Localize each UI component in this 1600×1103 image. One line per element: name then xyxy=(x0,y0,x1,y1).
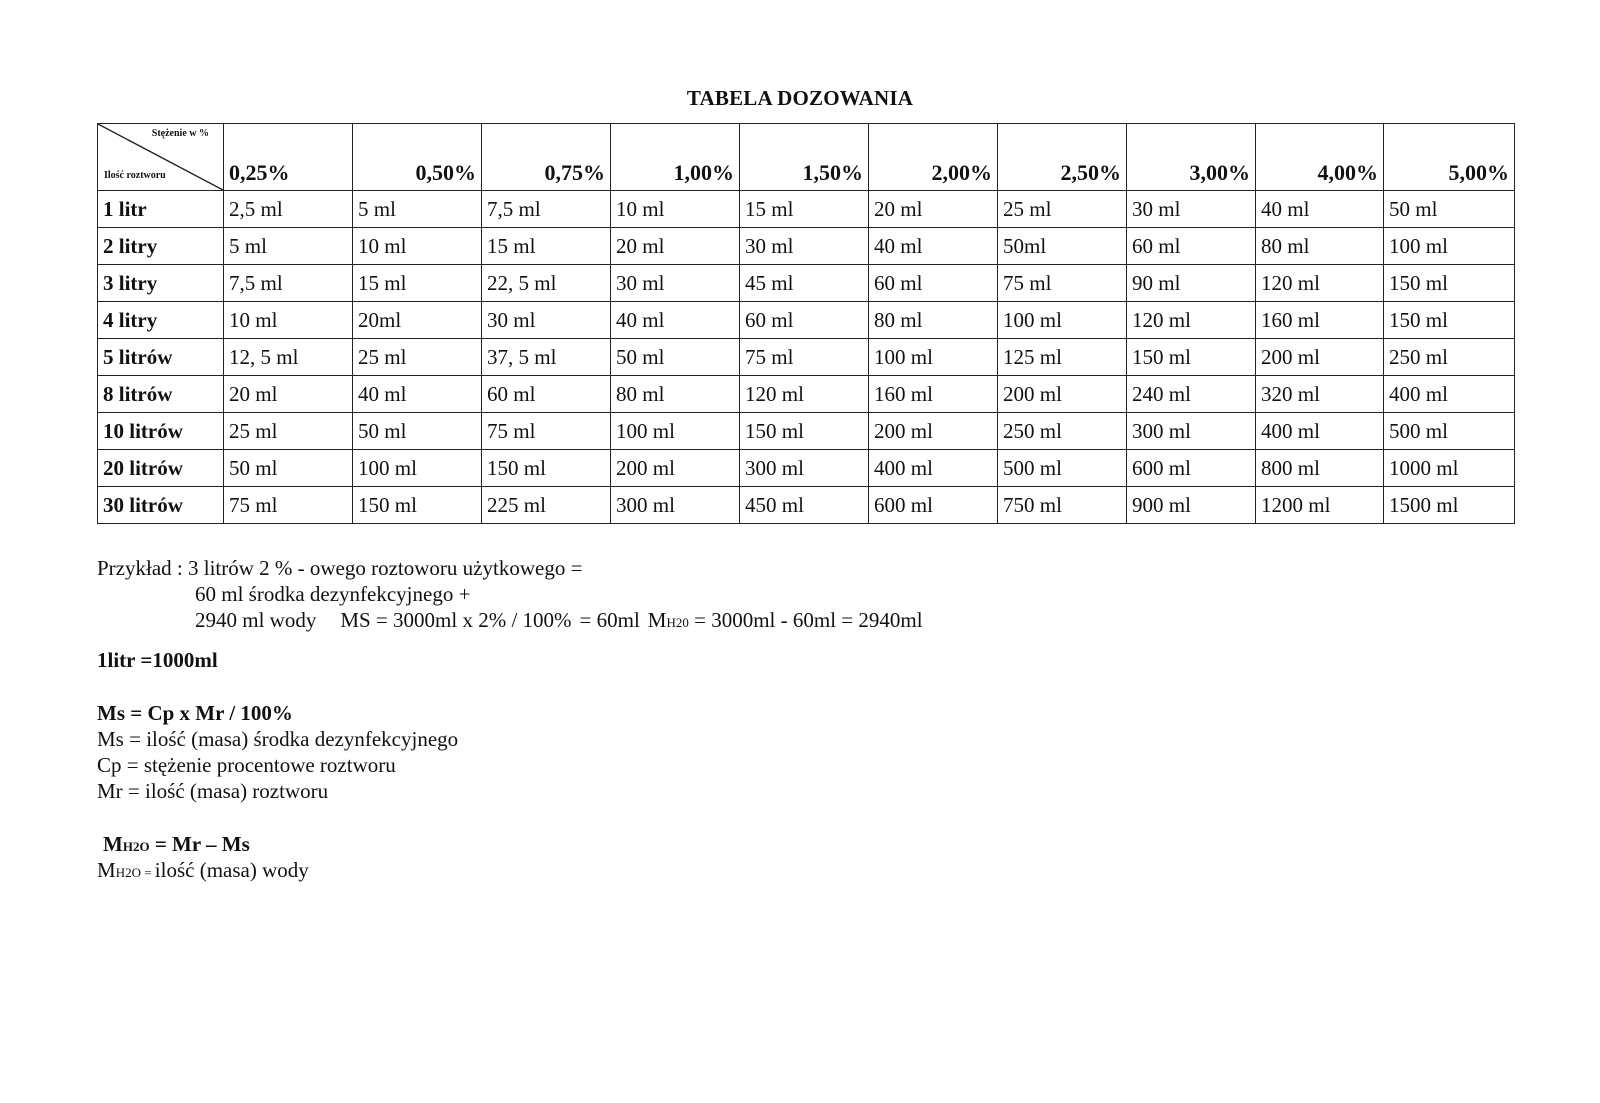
dose-cell: 60 ml xyxy=(1127,228,1256,265)
corner-concentration-label: Stężenie w % xyxy=(151,128,209,139)
dose-cell: 10 ml xyxy=(611,191,740,228)
dose-cell: 400 ml xyxy=(1384,376,1515,413)
dose-cell: 500 ml xyxy=(1384,413,1515,450)
liter-conversion: 1litr =1000ml xyxy=(97,648,218,672)
dose-cell: 160 ml xyxy=(869,376,998,413)
dose-cell: 22, 5 ml xyxy=(482,265,611,302)
dose-cell: 1200 ml xyxy=(1256,487,1384,524)
dose-cell: 20 ml xyxy=(611,228,740,265)
dose-cell: 25 ml xyxy=(224,413,353,450)
dose-cell: 15 ml xyxy=(482,228,611,265)
dose-cell: 12, 5 ml xyxy=(224,339,353,376)
cp-definition: Cp = stężenie procentowe roztworu xyxy=(97,753,396,777)
dose-cell: 300 ml xyxy=(1127,413,1256,450)
table-row xyxy=(98,265,1515,302)
dose-cell: 160 ml xyxy=(1256,302,1384,339)
dose-cell: 7,5 ml xyxy=(224,265,353,302)
dose-cell: 100 ml xyxy=(353,450,482,487)
mh2o-formula-rest: = Mr – Ms xyxy=(149,832,250,856)
concentration-header: 4,00% xyxy=(1256,124,1384,191)
page-title: TABELA DOZOWANIA xyxy=(686,86,914,110)
table-row xyxy=(98,191,1515,228)
dose-cell: 500 ml xyxy=(998,450,1127,487)
volume-label: 30 litrów xyxy=(98,487,224,524)
example-line-3 xyxy=(97,607,923,636)
volume-label: 3 litry xyxy=(98,265,224,302)
dose-cell: 300 ml xyxy=(740,450,869,487)
volume-label: 2 litry xyxy=(98,228,224,265)
dose-cell: 250 ml xyxy=(998,413,1127,450)
volume-label: 10 litrów xyxy=(98,413,224,450)
dose-cell: 300 ml xyxy=(611,487,740,524)
table-row xyxy=(98,413,1515,450)
mh2o-subscript: H20 xyxy=(666,615,689,630)
dose-cell: 750 ml xyxy=(998,487,1127,524)
dose-cell: 200 ml xyxy=(869,413,998,450)
dose-cell: 200 ml xyxy=(611,450,740,487)
dose-cell: 50 ml xyxy=(611,339,740,376)
dose-cell: 200 ml xyxy=(998,376,1127,413)
mh2o-calculation: = 3000ml - 60ml = 2940ml xyxy=(688,608,923,632)
dose-cell: 50 ml xyxy=(224,450,353,487)
concentration-header: 1,50% xyxy=(740,124,869,191)
mh2o-definition xyxy=(97,857,309,886)
volume-label: 4 litry xyxy=(98,302,224,339)
dose-cell: 80 ml xyxy=(1256,228,1384,265)
dose-cell: 20 ml xyxy=(869,191,998,228)
mh2o-def-rest: ilość (masa) wody xyxy=(154,858,309,882)
concentration-header: 5,00% xyxy=(1384,124,1515,191)
concentration-header: 1,00% xyxy=(611,124,740,191)
dose-cell: 450 ml xyxy=(740,487,869,524)
dose-cell: 100 ml xyxy=(611,413,740,450)
volume-label: 8 litrów xyxy=(98,376,224,413)
dose-cell: 50ml xyxy=(998,228,1127,265)
dose-cell: 50 ml xyxy=(1384,191,1515,228)
dose-cell: 150 ml xyxy=(482,450,611,487)
dose-cell: 40 ml xyxy=(1256,191,1384,228)
dose-cell: 20ml xyxy=(353,302,482,339)
dose-cell: 60 ml xyxy=(869,265,998,302)
dosing-table xyxy=(97,123,1515,524)
concentration-header: 0,25% xyxy=(224,124,353,191)
ms-calculation: MS = 3000ml x 2% / 100% xyxy=(340,608,572,632)
dose-cell: 40 ml xyxy=(869,228,998,265)
dose-cell: 240 ml xyxy=(1127,376,1256,413)
concentration-header: 2,50% xyxy=(998,124,1127,191)
dose-cell: 120 ml xyxy=(1256,265,1384,302)
dose-cell: 10 ml xyxy=(353,228,482,265)
dose-cell: 150 ml xyxy=(1127,339,1256,376)
concentration-header: 0,50% xyxy=(353,124,482,191)
ms-formula: Ms = Cp x Mr / 100% xyxy=(97,701,293,725)
dose-cell: 80 ml xyxy=(869,302,998,339)
dose-cell: 400 ml xyxy=(1256,413,1384,450)
ms-definition: Ms = ilość (masa) środka dezynfekcyjnego xyxy=(97,727,459,751)
table-row xyxy=(98,339,1515,376)
dose-cell: 120 ml xyxy=(740,376,869,413)
volume-label: 20 litrów xyxy=(98,450,224,487)
table-row xyxy=(98,228,1515,265)
mh2o-formula-symbol: M xyxy=(103,832,123,856)
dose-cell: 200 ml xyxy=(1256,339,1384,376)
concentration-header: 0,75% xyxy=(482,124,611,191)
mh2o-symbol: M xyxy=(647,608,667,632)
dose-cell: 20 ml xyxy=(224,376,353,413)
dose-cell: 15 ml xyxy=(353,265,482,302)
dose-cell: 5 ml xyxy=(353,191,482,228)
table-row xyxy=(98,487,1515,524)
dose-cell: 75 ml xyxy=(224,487,353,524)
dose-cell: 75 ml xyxy=(998,265,1127,302)
dose-cell: 600 ml xyxy=(869,487,998,524)
concentration-header: 3,00% xyxy=(1127,124,1256,191)
dose-cell: 40 ml xyxy=(353,376,482,413)
dose-cell: 150 ml xyxy=(1384,302,1515,339)
corner-header-cell xyxy=(98,124,224,191)
dose-cell: 30 ml xyxy=(611,265,740,302)
dose-cell: 30 ml xyxy=(482,302,611,339)
example-line-1: Przykład : 3 litrów 2 % - owego roztoworu użytkowego = xyxy=(97,556,583,580)
table-row xyxy=(98,302,1515,339)
dose-cell: 30 ml xyxy=(1127,191,1256,228)
table-row xyxy=(98,376,1515,413)
dose-cell: 40 ml xyxy=(611,302,740,339)
dose-cell: 50 ml xyxy=(353,413,482,450)
dose-cell: 60 ml xyxy=(740,302,869,339)
dose-cell: 1500 ml xyxy=(1384,487,1515,524)
dose-cell: 400 ml xyxy=(869,450,998,487)
water-amount: 2940 ml wody xyxy=(195,608,317,632)
volume-label: 1 litr xyxy=(98,191,224,228)
dose-cell: 7,5 ml xyxy=(482,191,611,228)
dose-cell: 100 ml xyxy=(1384,228,1515,265)
dose-cell: 75 ml xyxy=(482,413,611,450)
dose-cell: 225 ml xyxy=(482,487,611,524)
corner-volume-label: Ilość roztworu xyxy=(104,170,166,181)
dose-cell: 250 ml xyxy=(1384,339,1515,376)
ms-formula-block xyxy=(97,700,458,804)
dose-cell: 80 ml xyxy=(611,376,740,413)
header-row xyxy=(98,124,1515,191)
mh2o-formula-subscript: H2O xyxy=(122,839,150,854)
dose-cell: 150 ml xyxy=(353,487,482,524)
dose-cell: 90 ml xyxy=(1127,265,1256,302)
ms-result: = 60ml xyxy=(579,608,640,632)
dose-cell: 15 ml xyxy=(740,191,869,228)
dose-cell: 150 ml xyxy=(1384,265,1515,302)
dose-cell: 45 ml xyxy=(740,265,869,302)
dose-cell: 600 ml xyxy=(1127,450,1256,487)
dose-cell: 100 ml xyxy=(869,339,998,376)
example-block xyxy=(97,555,923,636)
concentration-header: 2,00% xyxy=(869,124,998,191)
dose-cell: 10 ml xyxy=(224,302,353,339)
dose-cell: 900 ml xyxy=(1127,487,1256,524)
dose-cell: 75 ml xyxy=(740,339,869,376)
mh2o-def-symbol: M xyxy=(97,858,116,882)
dose-cell: 30 ml xyxy=(740,228,869,265)
mh2o-formula xyxy=(103,831,250,860)
dose-cell: 2,5 ml xyxy=(224,191,353,228)
dose-cell: 320 ml xyxy=(1256,376,1384,413)
dose-cell: 100 ml xyxy=(998,302,1127,339)
dose-cell: 25 ml xyxy=(353,339,482,376)
dose-cell: 800 ml xyxy=(1256,450,1384,487)
dose-cell: 125 ml xyxy=(998,339,1127,376)
dose-cell: 5 ml xyxy=(224,228,353,265)
volume-label: 5 litrów xyxy=(98,339,224,376)
mr-definition: Mr = ilość (masa) roztworu xyxy=(97,779,329,803)
dose-cell: 150 ml xyxy=(740,413,869,450)
dose-cell: 60 ml xyxy=(482,376,611,413)
dose-cell: 37, 5 ml xyxy=(482,339,611,376)
dose-cell: 120 ml xyxy=(1127,302,1256,339)
table-row xyxy=(98,450,1515,487)
mh2o-def-subscript: H2O = xyxy=(115,865,155,880)
dose-cell: 25 ml xyxy=(998,191,1127,228)
example-line-2: 60 ml środka dezynfekcyjnego + xyxy=(195,582,471,606)
dose-cell: 1000 ml xyxy=(1384,450,1515,487)
